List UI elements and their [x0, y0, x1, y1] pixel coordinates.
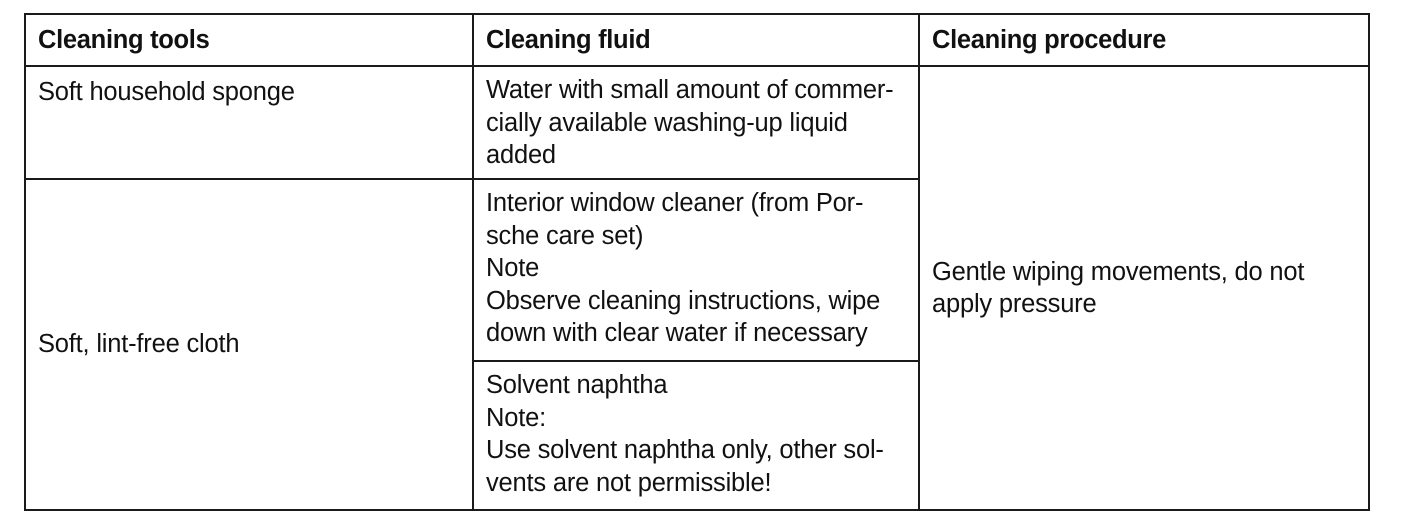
cleaning-table: [24, 13, 1370, 511]
tool-lint-free-cloth: Soft, lint-free cloth: [25, 179, 473, 510]
fluid-text-line: Interior window cleaner (from Por-: [486, 189, 864, 217]
fluid-note-label: Note:: [486, 403, 546, 432]
fluid-text-line: Solvent naphtha: [486, 371, 668, 399]
fluid-water-detergent: [473, 66, 919, 179]
table-row: [25, 66, 1369, 179]
fluid-window-cleaner: [473, 179, 919, 361]
fluid-note-label: Note: [486, 254, 540, 282]
fluid-text-line: Observe cleaning instructions, wipe: [486, 286, 881, 315]
fluid-text-line: added: [486, 141, 556, 169]
header-cleaning-tools: Cleaning tools: [25, 14, 473, 66]
procedure-text-line: Gentle wiping movements, do not: [932, 257, 1305, 286]
procedure-gentle-wiping: [919, 66, 1369, 510]
procedure-text-line: apply pressure: [932, 290, 1097, 318]
header-cleaning-procedure: Cleaning procedure: [919, 14, 1369, 66]
fluid-text-line: Water with small amount of commer-: [486, 76, 894, 104]
tool-sponge: Soft household sponge: [25, 66, 473, 179]
fluid-text-line: cially available washing-up liquid: [486, 108, 848, 137]
fluid-text-line: Use solvent naphtha only, other sol-: [486, 436, 884, 464]
fluid-text-line: sche care set): [486, 221, 644, 250]
fluid-text-line: vents are not permissible!: [486, 468, 772, 497]
fluid-solvent-naphtha: [473, 361, 919, 510]
header-row: [25, 14, 1369, 66]
header-cleaning-fluid: Cleaning fluid: [473, 14, 919, 66]
fluid-text-line: down with clear water if necessary: [486, 319, 868, 347]
